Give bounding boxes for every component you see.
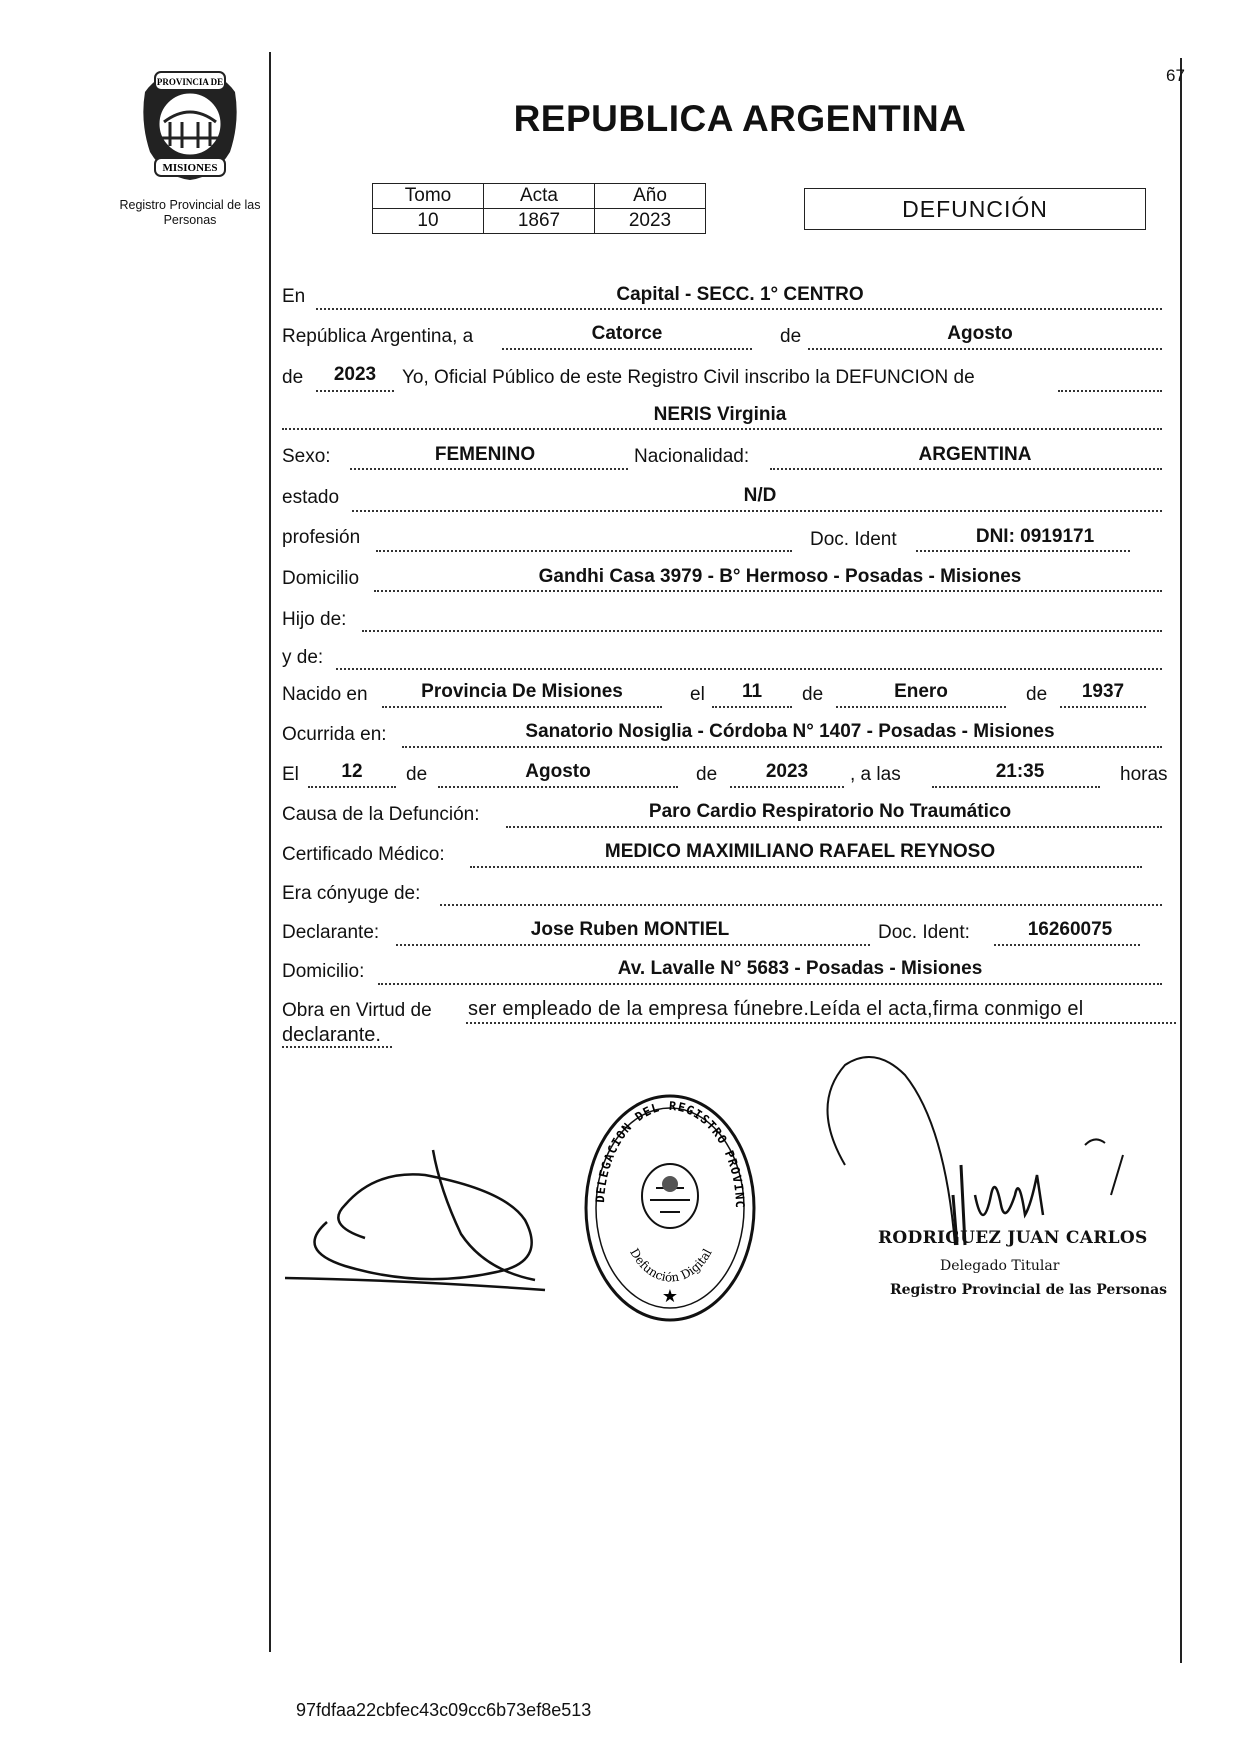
certificado-label: Certificado Médico:	[282, 844, 445, 865]
fecha-day-value: Catorce	[591, 323, 663, 344]
svg-text:DELEGACION DEL REGISTRO PROVIN: DELEGACION DEL REGISTRO PROVINC	[593, 1098, 748, 1209]
obra-line2	[282, 1046, 392, 1048]
fecha-def-time-value: 21:35	[995, 761, 1045, 782]
name-line	[282, 428, 1162, 430]
sexo-line	[350, 468, 628, 470]
conyuge-label: Era cónyuge de:	[282, 883, 421, 904]
estado-label: estado	[282, 487, 340, 508]
official-office: Registro Provincial de las Personas	[890, 1282, 1168, 1298]
declarante-dom-line	[378, 983, 1162, 985]
nacido-day-line	[712, 706, 792, 708]
sexo-label: Sexo:	[282, 446, 331, 467]
fecha-month-line	[808, 348, 1162, 350]
registry-value-anio: 2023	[595, 209, 706, 234]
nacido-month-line	[836, 706, 1006, 708]
registry-header-anio: Año	[595, 184, 706, 209]
svg-text:MISIONES: MISIONES	[162, 162, 218, 174]
official-role: Delegado Titular	[940, 1258, 1060, 1274]
en-line	[316, 308, 1162, 310]
domicilio-label: Domicilio	[282, 568, 360, 589]
record-type-box: DEFUNCIÓN	[804, 188, 1146, 230]
nacido-year-line	[1060, 706, 1146, 708]
fecha-def-year-value: 2023	[765, 761, 809, 782]
svg-text:Defunción Digital: Defunción Digital	[627, 1246, 715, 1285]
province-logo	[130, 62, 250, 187]
deceased-name: NERIS Virginia	[653, 404, 787, 425]
official-seal	[582, 1092, 758, 1324]
fecha-def-day-line	[308, 786, 396, 788]
declarante-dom-value: Av. Lavalle N° 5683 - Posadas - Misiones	[617, 958, 983, 979]
anio-label: de	[282, 367, 304, 388]
doc-ident-label: Doc. Ident	[810, 529, 897, 550]
fecha-def-month-line	[438, 786, 678, 788]
fecha-def-day-value: 12	[341, 761, 363, 782]
profesion-line	[376, 550, 792, 552]
nacionalidad-line	[770, 468, 1162, 470]
registry-header-tomo: Tomo	[373, 184, 484, 209]
profesion-label: profesión	[282, 527, 361, 548]
causa-line	[506, 826, 1162, 828]
ocurrida-value: Sanatorio Nosiglia - Córdoba N° 1407 - Posadas - Misiones	[525, 721, 1055, 742]
nacido-place-value: Provincia De Misiones	[421, 681, 623, 702]
registry-value-acta: 1867	[484, 209, 595, 234]
left-margin-line	[269, 52, 271, 1652]
anio-tail-line	[1058, 390, 1162, 392]
fecha-de-label: de	[780, 326, 802, 347]
domicilio-line	[374, 590, 1162, 592]
anio-value: 2023	[333, 364, 377, 385]
declarante-label: Declarante:	[282, 922, 380, 943]
obra-value-line1: ser empleado de la empresa fúnebre.Leída el acta,firma conmigo el	[468, 998, 1084, 1020]
fecha-def-alas-label: , a las	[850, 764, 901, 785]
nacido-el-label: el	[690, 684, 705, 705]
fecha-month-value: Agosto	[947, 323, 1013, 344]
nacido-de1-label: de	[802, 684, 824, 705]
document-hash: 97fdfaa22cbfec43c09cc6b73ef8e513	[296, 1700, 592, 1720]
declarante-value: Jose Ruben MONTIEL	[530, 919, 730, 940]
official-signature	[805, 1045, 1135, 1255]
en-value: Capital - SECC. 1° CENTRO	[616, 284, 864, 305]
en-label: En	[282, 286, 306, 307]
registry-value-tomo: 10	[373, 209, 484, 234]
nacido-day-value: 11	[741, 681, 763, 702]
fecha-def-de2-label: de	[696, 764, 718, 785]
registry-table	[372, 183, 706, 234]
page-title: REPUBLICA ARGENTINA	[513, 98, 967, 139]
y-de-line	[336, 668, 1162, 670]
anio-line	[316, 390, 394, 392]
anio-text: Yo, Oficial Público de este Registro Civil inscribo la DEFUNCION de	[402, 367, 975, 388]
y-de-label: y de:	[282, 647, 324, 668]
hijo-de-line	[362, 630, 1162, 632]
estado-line	[352, 510, 1162, 512]
nacido-year-value: 1937	[1081, 681, 1125, 702]
obra-label: Obra en Virtud de	[282, 1000, 432, 1021]
right-margin-line	[1180, 58, 1182, 1663]
doc-ident-value: DNI: 0919171	[975, 526, 1095, 547]
obra-value-line2: declarante.	[282, 1024, 381, 1046]
declarant-signature	[285, 1130, 565, 1305]
fecha-def-year-line	[730, 786, 844, 788]
fecha-def-de1-label: de	[406, 764, 428, 785]
obra-line	[466, 1022, 1176, 1024]
svg-text:PROVINCIA DE: PROVINCIA DE	[156, 77, 224, 87]
conyuge-line	[440, 904, 1162, 906]
declarante-dom-label: Domicilio:	[282, 961, 365, 982]
declarante-line	[396, 944, 870, 946]
registry-header-acta: Acta	[484, 184, 595, 209]
declarante-doc-label: Doc. Ident:	[878, 922, 970, 943]
causa-value: Paro Cardio Respiratorio No Traumático	[648, 801, 1012, 822]
domicilio-value: Gandhi Casa 3979 - B° Hermoso - Posadas - Misiones	[538, 566, 1022, 587]
causa-label: Causa de la Defunción:	[282, 804, 480, 825]
fecha-def-time-line	[932, 786, 1100, 788]
fecha-def-el-label: El	[282, 764, 299, 785]
estado-value: N/D	[743, 485, 777, 506]
nacionalidad-value: ARGENTINA	[918, 444, 1032, 465]
fecha-day-line	[502, 348, 752, 350]
fecha-def-month-value: Agosto	[525, 761, 591, 782]
hijo-de-label: Hijo de:	[282, 609, 347, 630]
institution-caption: Registro Provincial de las Personas	[119, 198, 261, 227]
certificado-value: MEDICO MAXIMILIANO RAFAEL REYNOSO	[604, 841, 996, 862]
svg-text:★: ★	[661, 1286, 679, 1307]
sexo-value: FEMENINO	[434, 444, 536, 465]
ocurrida-label: Ocurrida en:	[282, 724, 387, 745]
declarante-doc-value: 16260075	[1027, 919, 1113, 940]
declarante-doc-line	[994, 944, 1140, 946]
nacido-de2-label: de	[1026, 684, 1048, 705]
page-number: 67	[1166, 66, 1185, 85]
doc-ident-line	[916, 550, 1130, 552]
official-name: RODRIGUEZ JUAN CARLOS	[878, 1228, 1148, 1248]
certificado-line	[470, 866, 1142, 868]
fecha-label: República Argentina, a	[282, 326, 474, 347]
nacido-label: Nacido en	[282, 684, 368, 705]
nacido-place-line	[382, 706, 662, 708]
ocurrida-line	[402, 746, 1162, 748]
nacionalidad-label: Nacionalidad:	[634, 446, 750, 467]
nacido-month-value: Enero	[894, 681, 948, 702]
fecha-def-horas-label: horas	[1120, 764, 1168, 785]
